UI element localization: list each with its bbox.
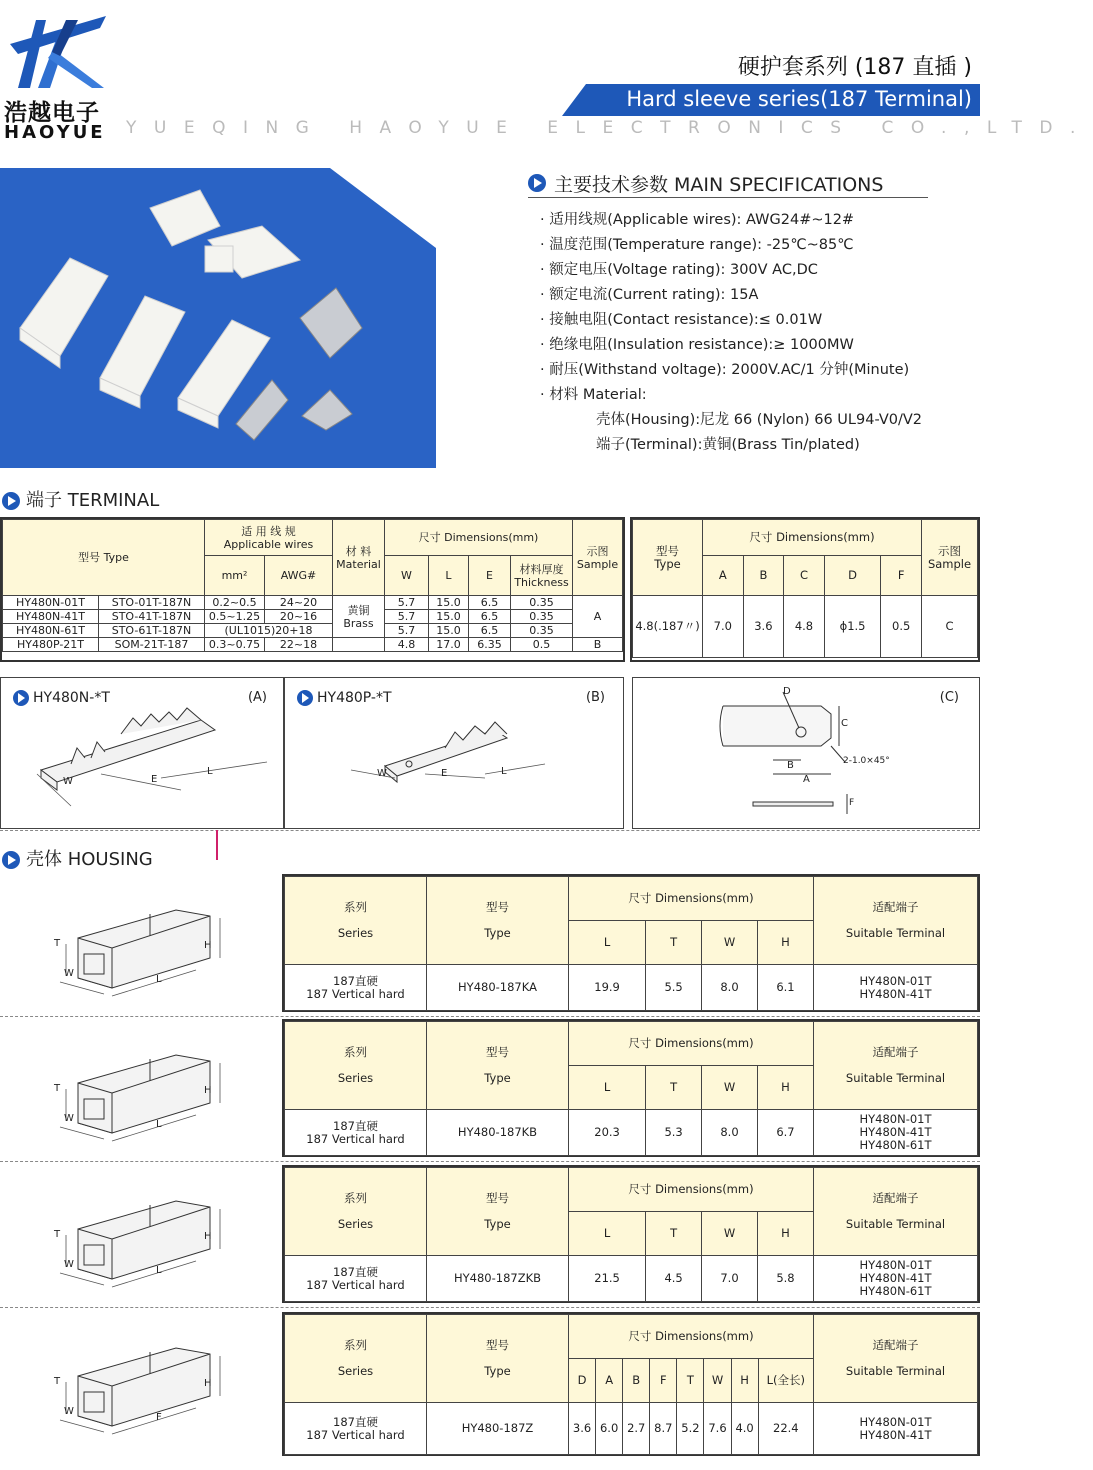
- col-dim-header: T: [646, 1066, 702, 1110]
- housing-drawing: [0, 1023, 280, 1153]
- housing-table: [284, 1021, 978, 1156]
- table-row: [285, 965, 978, 1011]
- dim-value-cell: 7.6: [704, 1403, 731, 1455]
- table-row: HY480N-61T STO-61T-187N (UL1015)20+18 5.7 15.0 6.5 0.35: [3, 624, 623, 638]
- dimension-label: T: [54, 1376, 61, 1387]
- terminal-drawing-b: HY480P-*T (B) W E L: [284, 677, 624, 829]
- dimension-label: W: [64, 1113, 74, 1124]
- col-dim-header: W: [702, 1212, 758, 1256]
- dimension-label: W: [64, 1406, 74, 1417]
- col-sample-header: 示图 Sample: [573, 520, 623, 596]
- terminal-heading: 端子 TERMINAL: [2, 486, 159, 512]
- terminal-model: HY480N-41T: [859, 1271, 932, 1285]
- col-terminal-header: 适配端子 Suitable Terminal: [814, 1168, 978, 1256]
- accent-bar: [216, 830, 218, 860]
- col-dims-header: 尺寸 Dimensions(mm): [569, 1168, 814, 1212]
- dim-value-cell: 6.7: [757, 1110, 813, 1156]
- col-awg-header: AWG#: [265, 556, 333, 596]
- dimension-label: T: [54, 938, 61, 949]
- terminal-drawing-c: (C) D C B A 2-1.0×45° F: [632, 677, 980, 829]
- spec-item: · 额定电流(Current rating): 15A: [540, 287, 759, 303]
- dim-value-cell: 8.7: [650, 1403, 677, 1455]
- col-type-header: 型号 Type: [633, 520, 703, 596]
- col-dim-header: W: [702, 1066, 758, 1110]
- dimension-label: L: [156, 974, 162, 985]
- spec-item: · 温度范围(Temperature range): -25℃~85℃: [540, 237, 854, 253]
- col-type-header: 型号 Type: [427, 1315, 569, 1403]
- dimension-label: W: [64, 1259, 74, 1270]
- logo-en-text: HAOYUE: [4, 122, 106, 143]
- col-dim-header: A: [596, 1359, 623, 1403]
- type-cell: HY480-187ZKB: [427, 1256, 569, 1302]
- col-dims-header: 尺寸 Dimensions(mm): [569, 1315, 814, 1359]
- series-cell: 187直硬 187 Vertical hard: [285, 1403, 427, 1455]
- terminal-model: HY480N-61T: [859, 1284, 932, 1298]
- terminal-model: HY480N-41T: [859, 1427, 932, 1442]
- housing-drawing: [0, 1316, 280, 1446]
- col-dims-header: 尺寸 Dimensions(mm): [703, 520, 922, 556]
- terminal-table-right: 型号 Type 尺寸 Dimensions(mm) 示图 Sample A B C D F 4.8(.187〃) 7.0 3.6 4.8 ϕ1.5 0.5 C: [632, 519, 978, 658]
- col-sample-header: 示图 Sample: [922, 520, 978, 596]
- dim-value-cell: 8.0: [702, 965, 758, 1011]
- col-dim-header: B: [623, 1359, 650, 1403]
- series-cell: 187直硬 187 Vertical hard: [285, 1256, 427, 1302]
- housing-table: [284, 1314, 978, 1455]
- col-terminal-header: 适配端子 Suitable Terminal: [814, 1022, 978, 1110]
- col-type-header: 型号 Type: [427, 877, 569, 965]
- dim-value-cell: 20.3: [569, 1110, 646, 1156]
- housing-drawing: [0, 1169, 280, 1299]
- col-type-header: 型号 Type: [427, 1168, 569, 1256]
- dim-value-cell: 5.2: [677, 1403, 704, 1455]
- terminal-list-cell: [814, 1110, 978, 1156]
- col-terminal-header: 适配端子 Suitable Terminal: [814, 877, 978, 965]
- col-dim-header: L: [569, 1066, 646, 1110]
- table-row: [285, 1403, 978, 1455]
- type-cell: HY480-187Z: [427, 1403, 569, 1455]
- housing-heading: 壳体 HOUSING: [2, 845, 153, 871]
- col-dim-header: H: [731, 1359, 758, 1403]
- terminal-list-cell: [814, 1403, 978, 1455]
- terminal-model: HY480N-01T: [859, 1112, 932, 1126]
- dimension-label: F: [156, 1412, 162, 1423]
- dim-value-cell: 4.0: [731, 1403, 758, 1455]
- product-photo-illustration: [0, 168, 436, 468]
- terminal-drawing-a: HY480N-*T (A) W E L: [0, 677, 284, 829]
- play-bullet-icon: [528, 174, 546, 192]
- terminal-table-left: [2, 519, 623, 652]
- table-row: HY480N-41T STO-41T-187N 0.5~1.25 20~16 5.7 15.0 6.5 0.35: [3, 610, 623, 624]
- spec-item: · 接触电阻(Contact resistance):≤ 0.01W: [540, 312, 823, 328]
- col-type-header: 型号 Type: [427, 1022, 569, 1110]
- dimension-label: T: [54, 1229, 61, 1240]
- spec-item: · 额定电压(Voltage rating): 300V AC,DC: [540, 262, 818, 278]
- dim-value-cell: 6.0: [596, 1403, 623, 1455]
- col-dim-header: L(全长): [758, 1359, 813, 1403]
- dimension-label: H: [204, 1378, 212, 1389]
- dimension-label: H: [204, 1085, 212, 1096]
- spec-item: · 材料 Material:: [540, 387, 647, 403]
- haoyue-logo-icon: [8, 10, 108, 92]
- spec-item: · 适用线规(Applicable wires): AWG24#~12#: [540, 212, 855, 228]
- col-dim-header: L: [569, 921, 646, 965]
- dim-value-cell: 19.9: [569, 965, 646, 1011]
- col-dims-header: 尺寸 Dimensions(mm): [569, 877, 814, 921]
- col-w-header: W: [385, 556, 429, 596]
- table-row: HY480P-21T SOM-21T-187 0.3~0.75 22~18 4.8 17.0 6.35 0.5 B: [3, 638, 623, 652]
- divider: [0, 1307, 980, 1308]
- dim-value-cell: 6.1: [757, 965, 813, 1011]
- table-row: [285, 1256, 978, 1302]
- col-type-header: 型号 Type: [3, 520, 205, 596]
- col-series-header: 系列 Series: [285, 1168, 427, 1256]
- col-thickness-header: 材料厚度 Thickness: [511, 556, 573, 596]
- housing-drawing: [0, 878, 280, 1008]
- logo-cn-text: 浩越电子: [4, 100, 100, 126]
- dim-value-cell: 8.0: [702, 1110, 758, 1156]
- spec-sub-item: 壳体(Housing):尼龙 66 (Nylon) 66 UL94-V0/V2: [596, 412, 923, 428]
- terminal-model: HY480N-41T: [859, 1125, 932, 1139]
- terminal-model: HY480N-41T: [859, 986, 932, 1001]
- dim-value-cell: 5.3: [646, 1110, 702, 1156]
- col-dims-header: 尺寸 Dimensions(mm): [385, 520, 573, 556]
- terminal-model: HY480N-01T: [859, 1414, 932, 1429]
- col-terminal-header: 适配端子 Suitable Terminal: [814, 1315, 978, 1403]
- col-dim-header: F: [650, 1359, 677, 1403]
- terminal-c-drawing: [633, 678, 981, 830]
- terminal-list-cell: [814, 965, 978, 1011]
- specs-heading-text: 主要技术参数 MAIN SPECIFICATIONS: [554, 174, 884, 196]
- col-dim-header: D: [569, 1359, 596, 1403]
- col-dim-header: T: [677, 1359, 704, 1403]
- dim-value-cell: 7.0: [702, 1256, 758, 1302]
- dimension-label: H: [204, 1231, 212, 1242]
- col-dim-header: H: [757, 1066, 813, 1110]
- type-cell: HY480-187KA: [427, 965, 569, 1011]
- type-cell: HY480-187KB: [427, 1110, 569, 1156]
- col-series-header: 系列 Series: [285, 1022, 427, 1110]
- specs-list: [540, 208, 922, 458]
- material-cell: 黄铜 Brass: [333, 596, 385, 638]
- col-l-header: L: [429, 556, 469, 596]
- divider: [0, 1161, 980, 1162]
- col-mm2-header: mm²: [205, 556, 265, 596]
- dimension-label: L: [156, 1265, 162, 1276]
- terminal-model: HY480N-61T: [859, 1138, 932, 1152]
- dimension-label: L: [156, 1119, 162, 1130]
- col-dim-header: T: [646, 1212, 702, 1256]
- divider: [0, 830, 980, 831]
- dimension-label: H: [204, 940, 212, 951]
- housing-table: [284, 1167, 978, 1302]
- table-row: 4.8(.187〃) 7.0 3.6 4.8 ϕ1.5 0.5 C: [633, 596, 978, 658]
- dim-value-cell: 3.6: [569, 1403, 596, 1455]
- table-row: HY480N-01T STO-01T-187N 0.2~0.5 24~20 黄铜 Brass 5.7 15.0 6.5 0.35 A: [3, 596, 623, 610]
- col-dim-header: W: [704, 1359, 731, 1403]
- col-e-header: E: [469, 556, 511, 596]
- spec-sub-item: 端子(Terminal):黄铜(Brass Tin/plated): [596, 437, 860, 453]
- col-material-header: 材 料 Material: [333, 520, 385, 596]
- dimension-label: W: [64, 968, 74, 979]
- dim-value-cell: 5.5: [646, 965, 702, 1011]
- sample-cell: A: [573, 596, 623, 638]
- dim-value-cell: 22.4: [758, 1403, 813, 1455]
- col-dim-header: H: [757, 921, 813, 965]
- col-series-header: 系列 Series: [285, 877, 427, 965]
- spec-item: · 耐压(Withstand voltage): 2000V.AC/1 分钟(Minute): [540, 362, 910, 378]
- terminal-b-drawing: [285, 678, 625, 830]
- col-dim-header: H: [757, 1212, 813, 1256]
- housing-table: [284, 876, 978, 1011]
- col-dims-header: 尺寸 Dimensions(mm): [569, 1022, 814, 1066]
- dimension-label: T: [54, 1083, 61, 1094]
- page-title-cn: 硬护套系列 (187 直插 ): [737, 55, 972, 80]
- dim-value-cell: 2.7: [623, 1403, 650, 1455]
- spec-item: · 绝缘电阻(Insulation resistance):≥ 1000MW: [540, 337, 854, 353]
- col-dim-header: L: [569, 1212, 646, 1256]
- series-cell: 187直硬 187 Vertical hard: [285, 965, 427, 1011]
- play-bullet-icon: [2, 851, 20, 869]
- terminal-model: HY480N-01T: [859, 1258, 932, 1272]
- specs-heading: [528, 170, 928, 198]
- dim-value-cell: 21.5: [569, 1256, 646, 1302]
- col-series-header: 系列 Series: [285, 1315, 427, 1403]
- product-photo: [0, 168, 436, 468]
- divider: [0, 1016, 980, 1017]
- terminal-a-drawing: [1, 678, 285, 830]
- terminal-list-cell: [814, 1256, 978, 1302]
- dim-value-cell: 4.5: [646, 1256, 702, 1302]
- play-bullet-icon: [2, 492, 20, 510]
- dim-value-cell: 5.8: [757, 1256, 813, 1302]
- terminal-model: HY480N-01T: [859, 973, 932, 988]
- series-cell: 187直硬 187 Vertical hard: [285, 1110, 427, 1156]
- table-row: [285, 1110, 978, 1156]
- col-dim-header: W: [702, 921, 758, 965]
- page-title-en: Hard sleeve series(187 Terminal): [626, 87, 972, 111]
- col-wires-header: 适 用 线 规 Applicable wires: [205, 520, 333, 556]
- company-name: YUEQING HAOYUE ELECTRONICS CO.,LTD.: [126, 118, 1093, 138]
- col-dim-header: T: [646, 921, 702, 965]
